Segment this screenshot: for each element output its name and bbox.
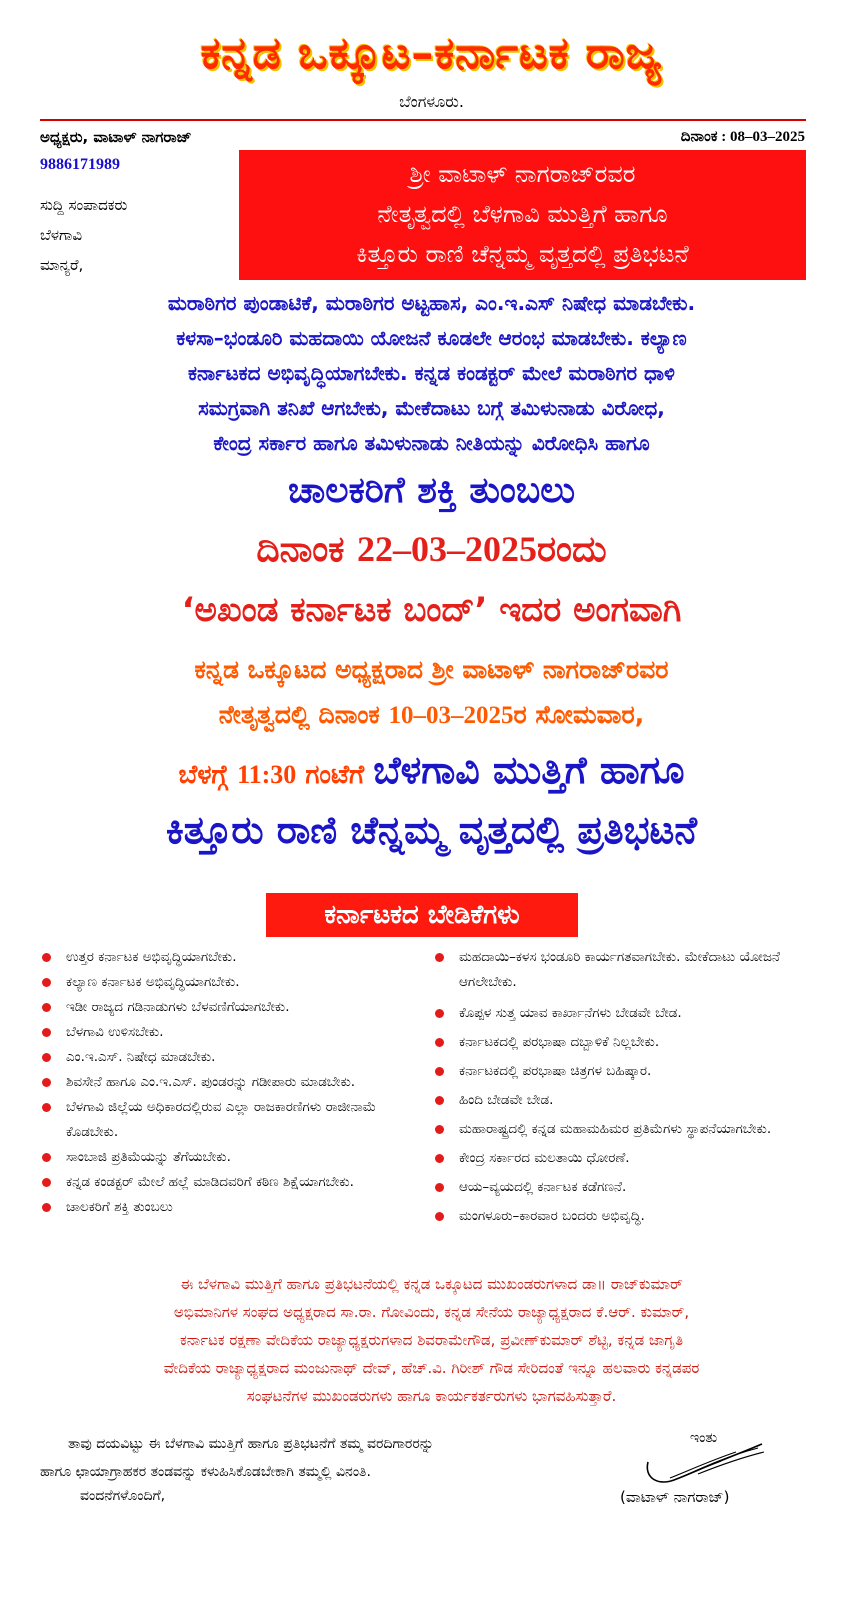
bullet-icon	[435, 1154, 444, 1163]
phone-number: 9886171989	[40, 156, 120, 173]
banner-line-2: ನೇತೃತ್ವದಲ್ಲಿ ಬೆಳಗಾವಿ ಮುತ್ತಿಗೆ ಹಾಗೂ	[377, 200, 668, 228]
bullet-icon	[435, 953, 444, 962]
leader-line: ಕನ್ನಡ ಒಕ್ಕೂಟದ ಅಧ್ಯಕ್ಷರಾದ ಶ್ರೀ ವಾಟಾಳ್ ನಾಗರಾಜ್‌ರವರ	[194, 655, 669, 684]
bullet-icon	[42, 1003, 51, 1012]
list-item: ಕರ್ನಾಟಕದಲ್ಲಿ ಪರಭಾಷಾ ದಬ್ಬಾಳಿಕೆ ನಿಲ್ಲಬೇಕು.	[433, 1030, 813, 1055]
letterhead-title: ಕನ್ನಡ ಒಕ್ಕೂಟ–ಕರ್ನಾಟಕ ರಾಜ್ಯ	[200, 28, 663, 79]
time-suffix: ಗಂಟೆಗೆ	[296, 760, 374, 790]
list-item: ಮಹಾರಾಷ್ಟ್ರದಲ್ಲಿ ಕನ್ನಡ ಮಹಾಮಹಿಮರ ಪ್ರತಿಮೆಗಳು ಸ್ಥಾಪನೆಯಾಗಬೇಕು.	[433, 1117, 813, 1142]
bullet-icon	[42, 1178, 51, 1187]
date-value: 08–03–2025	[730, 129, 805, 145]
list-item: ಕೊಪ್ಪಳ ಸುತ್ತ ಯಾವ ಕಾರ್ಖಾನೆಗಳು ಬೇಡವೇ ಬೇಡ.	[433, 1001, 813, 1026]
banner-line-3: ಕಿತ್ತೂರು ರಾಣಿ ಚೆನ್ನಮ್ಮ ವೃತ್ತದಲ್ಲಿ ಪ್ರತಿಭಟನೆ	[356, 240, 689, 268]
bullet-icon	[42, 1028, 51, 1037]
protest-banner	[239, 150, 806, 280]
list-item: ಕಲ್ಯಾಣ ಕರ್ನಾಟಕ ಅಭಿವೃದ್ಧಿಯಾಗಬೇಕು.	[40, 970, 420, 995]
siege-text: ಬೆಳಗಾವಿ ಮುತ್ತಿಗೆ ಹಾಗೂ	[373, 748, 685, 792]
intro-line-4: ಸಮಗ್ರವಾಗಿ ತನಿಖೆ ಆಗಬೇಕು, ಮೇಕೆದಾಟು ಬಗ್ಗೆ ತಮಿಳುನಾಡು ವಿರೋಧ,	[198, 396, 665, 420]
list-item: ಉತ್ತರ ಕರ್ನಾಟಕ ಅಭಿವೃದ್ಧಿಯಾಗಬೇಕು.	[40, 945, 420, 970]
bandh-date-value: 22–03–2025	[356, 529, 537, 569]
protest-date-line	[0, 700, 863, 730]
regards-text: ವಂದನೆಗಳೊಂದಿಗೆ,	[80, 1488, 166, 1504]
bullet-icon	[42, 978, 51, 987]
time-value: 11:30	[237, 760, 297, 789]
drivers-heading: ಚಾಲಕರಿಗೆ ಶಕ್ತಿ ತುಂಬಲು	[287, 470, 576, 511]
list-item: ಎಂ.ಇ.ಎಸ್. ನಿಷೇಧ ಮಾಡಬೇಕು.	[40, 1045, 420, 1070]
yours-label: ಇಂತು	[690, 1430, 718, 1446]
addressee-block	[40, 190, 127, 280]
bullet-icon	[42, 1153, 51, 1162]
list-item: ಬೆಳಗಾವಿ ಜಿಲ್ಲೆಯ ಅಧಿಕಾರದಲ್ಲಿರುವ ಎಲ್ಲಾ ರಾಜಕಾರಣಿಗಳು ರಾಜೀನಾಮೆ ಕೊಡಬೇಕು.	[40, 1095, 420, 1145]
protest-date-value: 10–03–2025	[388, 702, 514, 729]
bullet-icon	[42, 1053, 51, 1062]
intro-paragraph	[40, 286, 823, 461]
participants-line-5: ಸಂಘಟನೆಗಳ ಮುಖಂಡರುಗಳು ಹಾಗೂ ಕಾರ್ಯಕರ್ತರುಗಳು ಭಾಗವಹಿಸುತ್ತಾರೆ.	[246, 1387, 617, 1405]
list-item: ಶಿವಸೇನೆ ಹಾಗೂ ಎಂ.ಇ.ಎಸ್. ಪುಂಡರನ್ನು ಗಡೀಪಾರು ಮಾಡಬೇಕು.	[40, 1070, 420, 1095]
participants-paragraph	[40, 1270, 823, 1410]
signature-image	[640, 1440, 770, 1490]
request-line-2: ಹಾಗೂ ಛಾಯಾಗ್ರಾಹಕರ ತಂಡವನ್ನು ಕಳುಹಿಸಿಕೊಡಬೇಕಾಗಿ ತಮ್ಮಲ್ಲಿ ವಿನಂತಿ.	[40, 1464, 371, 1480]
list-item: ಸಾಂಬಾಜಿ ಪ್ರತಿಮೆಯನ್ನು ತೆಗೆಯಬೇಕು.	[40, 1145, 420, 1170]
intro-line-3: ಕರ್ನಾಟಕದ ಅಭಿವೃದ್ಧಿಯಾಗಬೇಕು. ಕನ್ನಡ ಕಂಡಕ್ಟರ್ ಮೇಲೆ ಮರಾಠಿಗರ ಧಾಳಿ	[188, 361, 675, 385]
bandh-heading: ‘ಅಖಂಡ ಕರ್ನಾಟಕ ಬಂದ್’ ಇದರ ಅಂಗವಾಗಿ	[181, 590, 682, 630]
bandh-date-prefix: ದಿನಾಂಕ	[256, 529, 357, 570]
bullet-icon	[42, 1103, 51, 1112]
bullet-icon	[435, 1096, 444, 1105]
date-label: ದಿನಾಂಕ :	[680, 129, 730, 145]
participants-line-1: ಈ ಬೆಳಗಾವಿ ಮುತ್ತಿಗೆ ಹಾಗೂ ಪ್ರತಿಭಟನೆಯಲ್ಲಿ ಕನ್ನಡ ಒಕ್ಕೂಟದ ಮುಖಂಡರುಗಳಾದ ಡಾ॥ ರಾಜ್‌ಕುಮಾರ್	[180, 1275, 683, 1293]
protest-date-prefix: ನೇತೃತ್ವದಲ್ಲಿ ದಿನಾಂಕ	[218, 700, 389, 729]
intro-line-5: ಕೇಂದ್ರ ಸರ್ಕಾರ ಹಾಗೂ ತಮಿಳುನಾಡು ನೀತಿಯನ್ನು ವಿರೋಧಿಸಿ ಹಾಗೂ	[213, 431, 650, 455]
demands-list-left	[40, 945, 420, 1220]
list-item: ಮಂಗಳೂರು–ಕಾರವಾರ ಬಂದರು ಅಭಿವೃದ್ಧಿ.	[433, 1204, 813, 1229]
time-siege-line	[0, 748, 863, 793]
list-item: ಕನ್ನಡ ಕಂಡಕ್ಟರ್ ಮೇಲೆ ಹಲ್ಲೆ ಮಾಡಿದವರಿಗೆ ಕಠಿಣ ಶಿಕ್ಷೆಯಾಗಬೇಕು.	[40, 1170, 420, 1195]
participants-line-2: ಅಭಿಮಾನಿಗಳ ಸಂಘದ ಅಧ್ಯಕ್ಷರಾದ ಸಾ.ರಾ. ಗೋವಿಂದು, ಕನ್ನಡ ಸೇನೆಯ ರಾಜ್ಯಾಧ್ಯಕ್ಷರಾದ ಕೆ.ಆರ್. ಕುಮಾರ್,	[173, 1303, 690, 1321]
bullet-icon	[435, 1038, 444, 1047]
letterhead-city: ಬೆಂಗಳೂರು.	[399, 92, 464, 111]
list-item: ಬೆಳಗಾವಿ ಉಳಿಸಬೇಕು.	[40, 1020, 420, 1045]
date-line	[681, 128, 805, 146]
bandh-date-suffix: ರಂದು	[536, 529, 607, 570]
list-item: ಚಾಲಕರಿಗೆ ಶಕ್ತಿ ತುಂಬಲು	[40, 1195, 420, 1220]
salutation: ಮಾನ್ಯರೆ,	[40, 256, 84, 274]
demands-list-right	[433, 945, 813, 1229]
list-item: ಆಯ–ವ್ಯಯದಲ್ಲಿ ಕರ್ನಾಟಕ ಕಡೆಗಣನೆ.	[433, 1175, 813, 1200]
venue-heading: ಕಿತ್ತೂರು ರಾಣಿ ಚೆನ್ನಮ್ಮ ವೃತ್ತದಲ್ಲಿ ಪ್ರತಿಭಟನೆ	[165, 808, 698, 852]
addressee-city: ಬೆಳಗಾವಿ	[40, 226, 83, 244]
president-line: ಅಧ್ಯಕ್ಷರು, ವಾಟಾಳ್ ನಾಗರಾಜ್	[40, 128, 192, 146]
list-item: ಕರ್ನಾಟಕದಲ್ಲಿ ಪರಭಾಷಾ ಚಿತ್ರಗಳ ಬಹಿಷ್ಕಾರ.	[433, 1059, 813, 1084]
participants-line-4: ವೇದಿಕೆಯ ರಾಜ್ಯಾಧ್ಯಕ್ಷರಾದ ಮಂಜುನಾಥ್ ದೇವ್, ಹೆಚ್.ವಿ. ಗಿರೀಶ್ ಗೌಡ ಸೇರಿದಂತೆ ಇನ್ನೂ ಹಲವಾರು ಕನ್ನಡಪರ	[163, 1359, 700, 1377]
bullet-icon	[435, 1067, 444, 1076]
bullet-icon	[435, 1009, 444, 1018]
bullet-icon	[42, 1078, 51, 1087]
bandh-date-heading	[0, 528, 863, 571]
bullet-icon	[435, 1183, 444, 1192]
time-prefix: ಬೆಳಗ್ಗೆ	[178, 760, 238, 790]
bullet-icon	[435, 1125, 444, 1134]
request-paragraph	[40, 1430, 600, 1486]
request-line-1: ತಾವು ದಯವಿಟ್ಟು ಈ ಬೆಳಗಾವಿ ಮುತ್ತಿಗೆ ಹಾಗೂ ಪ್ರತಿಭಟನೆಗೆ ತಮ್ಮ ವರದಿಗಾರರನ್ನು	[68, 1436, 434, 1452]
protest-date-suffix: ರ ಸೋಮವಾರ,	[513, 700, 645, 729]
list-item: ಕೇಂದ್ರ ಸರ್ಕಾರದ ಮಲತಾಯಿ ಧೋರಣೆ.	[433, 1146, 813, 1171]
intro-line-1: ಮರಾಠಿಗರ ಪುಂಡಾಟಿಕೆ, ಮರಾಠಿಗರ ಅಟ್ಟಹಾಸ, ಎಂ.ಇ.ಎಸ್ ನಿಷೇಧ ಮಾಡಬೇಕು.	[167, 291, 696, 315]
bullet-icon	[435, 1212, 444, 1221]
bullet-icon	[42, 1203, 51, 1212]
list-item: ಹಿಂದಿ ಬೇಡವೇ ಬೇಡ.	[433, 1088, 813, 1113]
list-item: ಮಹದಾಯಿ–ಕಳಸ ಭಂಡೂರಿ ಕಾರ್ಯಗತವಾಗಬೇಕು. ಮೇಕೆದಾಟು ಯೋಜನೆ ಆಗಲೇಬೇಕು.	[433, 945, 813, 995]
header-divider	[40, 119, 806, 121]
demands-heading: ಕರ್ನಾಟಕದ ಬೇಡಿಕೆಗಳು	[266, 893, 578, 937]
addressee-title: ಸುದ್ದಿ ಸಂಪಾದಕರು	[40, 196, 128, 214]
intro-line-2: ಕಳಸಾ–ಭಂಡೂರಿ ಮಹದಾಯಿ ಯೋಜನೆ ಕೂಡಲೇ ಆರಂಭ ಮಾಡಬೇಕು. ಕಲ್ಯಾಣ	[176, 326, 687, 350]
bullet-icon	[42, 953, 51, 962]
banner-line-1: ಶ್ರೀ ವಾಟಾಳ್ ನಾಗರಾಜ್‌ರವರ	[409, 160, 636, 188]
participants-line-3: ಕರ್ನಾಟಕ ರಕ್ಷಣಾ ವೇದಿಕೆಯ ರಾಜ್ಯಾಧ್ಯಕ್ಷರುಗಳಾದ ಶಿವರಾಮೇಗೌಡ, ಪ್ರವೀಣ್‌ಕುಮಾರ್ ಶೆಟ್ಟಿ, ಕನ್ನಡ ಜಾಗೃತಿ	[179, 1331, 684, 1349]
list-item: ಇಡೀ ರಾಜ್ಯದ ಗಡಿನಾಡುಗಳು ಬೆಳವಣಿಗೆಯಾಗಬೇಕು.	[40, 995, 420, 1020]
signatory-name: (ವಾಟಾಳ್ ನಾಗರಾಜ್)	[620, 1488, 730, 1506]
